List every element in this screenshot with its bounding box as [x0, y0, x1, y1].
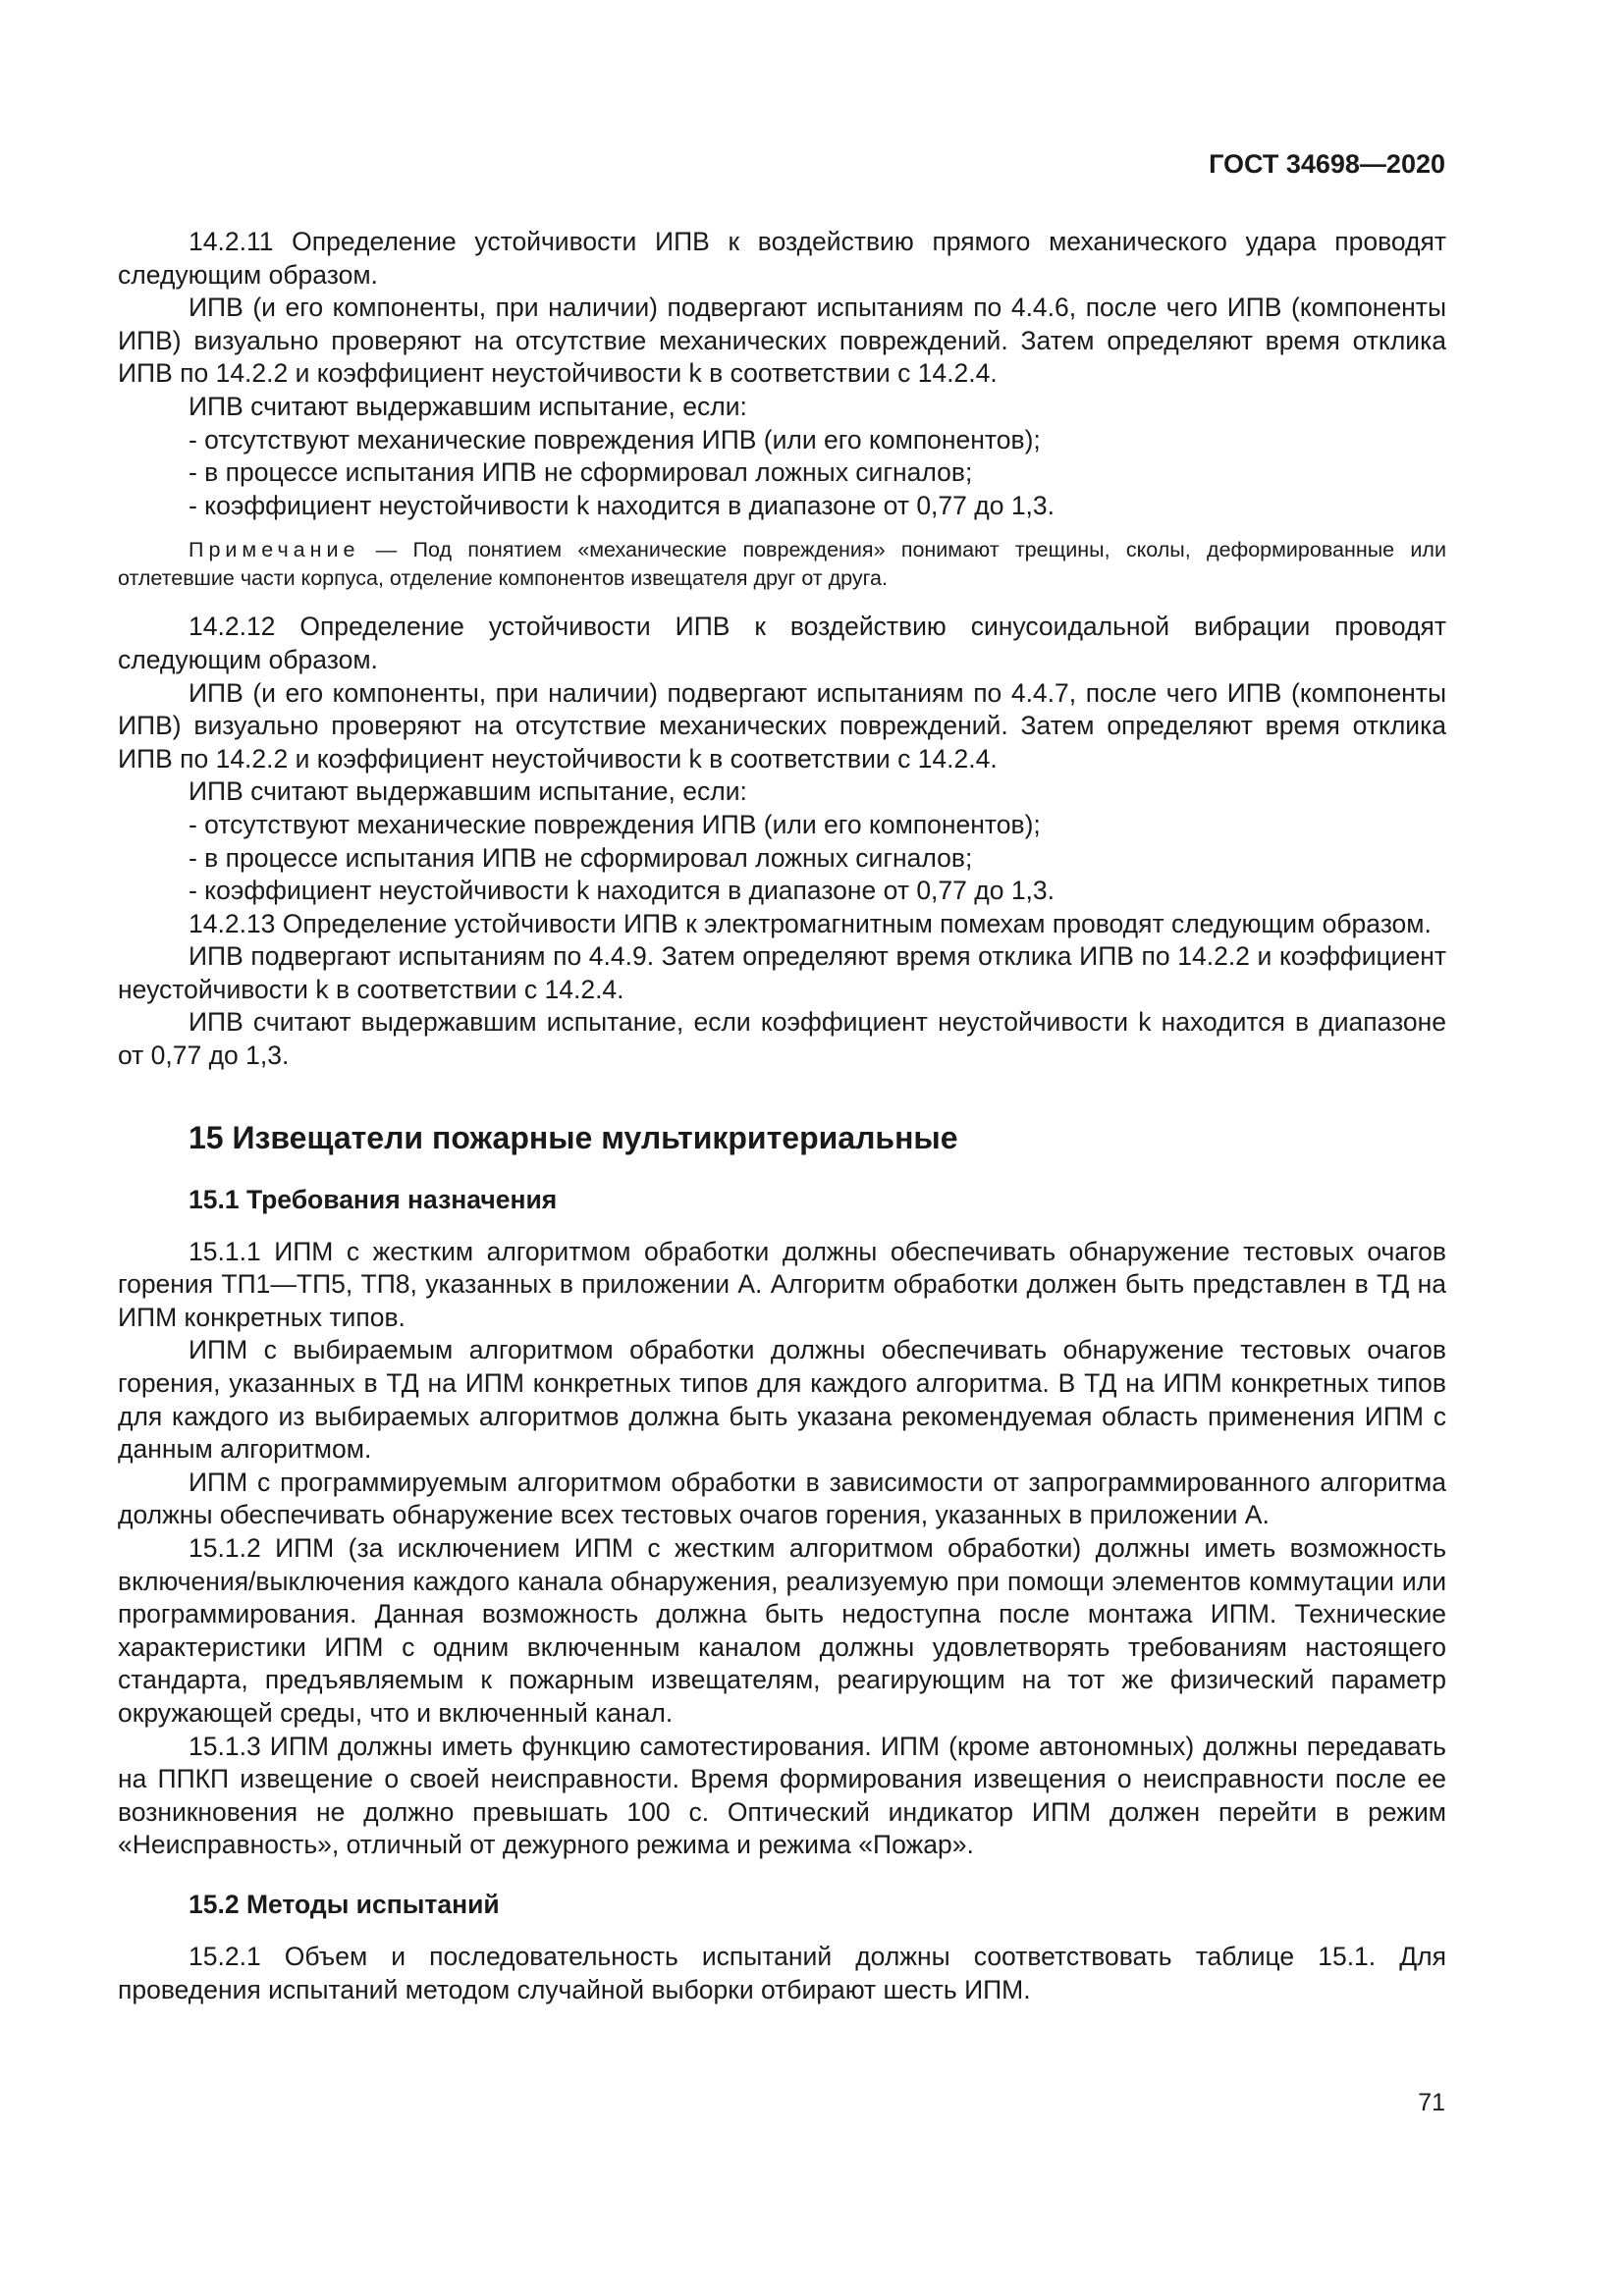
paragraph: ИПВ считают выдержавшим испытание, если:	[189, 391, 747, 421]
note	[118, 536, 1446, 593]
paragraph-14-2-11: 14.2.11 Определение устойчивости ИПВ к воздействию прямого механического удара проводят следующим образом.	[118, 227, 1446, 290]
list-item: - в процессе испытания ИПВ не сформировал ложных сигналов;	[189, 457, 973, 488]
paragraph: ИПВ (и его компоненты, при наличии) подвергают испытаниям по 4.4.7, после чего ИПВ (компоненты ИПВ) визуально проверяют на отсутствие механических повреждений. Затем определяют время отклика ИПВ по 14.2.2 и коэффициент неустойчивости k в соответствии с 14.2.4.	[118, 677, 1446, 774]
note-label: Примечание	[189, 538, 360, 562]
paragraph-14-2-13: 14.2.13 Определение устойчивости ИПВ к электромагнитным помехам проводят следующим образом.	[189, 908, 1432, 938]
list-item: - в процессе испытания ИПВ не сформировал ложных сигналов;	[189, 842, 973, 873]
note-text: — Под понятием «механические повреждения» понимают трещины, сколы, деформированные или отлетевшие части корпуса, отделение компонентов извещателя друг от друга.	[118, 538, 1446, 591]
paragraph: ИПВ подвергают испытаниям по 4.4.9. Затем определяют время отклика ИПВ по 14.2.2 и коэффициент неустойчивости k в соответствии с 14.2.4.	[118, 941, 1446, 1004]
paragraph: ИПВ (и его компоненты, при наличии) подвергают испытаниям по 4.4.6, после чего ИПВ (компоненты ИПВ) визуально проверяют на отсутствие механических повреждений. Затем определяют время отклика ИПВ по 14.2.2 и коэффициент неустойчивости k в соответствии с 14.2.4.	[118, 293, 1446, 389]
subsection-title: 15.1 Требования назначения	[189, 1184, 558, 1214]
list-item: - отсутствуют механические повреждения ИПВ (или его компонентов);	[189, 809, 1041, 839]
document-header: ГОСТ 34698—2020	[1209, 149, 1445, 179]
page-number: 71	[1418, 2089, 1445, 2116]
paragraph-15-2-1: 15.2.1 Объем и последовательность испытаний должны соответствовать таблице 15.1. Для проведения испытаний методом случайной выборки отбирают шесть ИПМ.	[118, 1941, 1446, 2004]
section-title: 15 Извещатели пожарные мультикритериальные	[189, 1119, 958, 1155]
page-body	[118, 226, 1446, 2006]
subsection-title: 15.2 Методы испытаний	[189, 1889, 500, 1919]
paragraph-15-1-3: 15.1.3 ИПМ должны иметь функцию самотестирования. ИПМ (кроме автономных) должны передавать на ППКП извещение о своей неисправности. Время формирования извещения о неисправности после ее возникновения не должно превышать 100 с. Оптический индикатор ИПМ должен перейти в режим «Неисправность», отличный от дежурного режима и режима «Пожар».	[118, 1731, 1446, 1860]
paragraph-15-1-2: 15.1.2 ИПМ (за исключением ИПМ с жестким алгоритмом обработки) должны иметь возможность включения/выключения каждого канала обнаружения, реализуемую при помощи элементов коммутации или программирования. Данная возможность должна быть недоступна после монтажа ИПМ. Технические характеристики ИПМ с одним включенным каналом должны удовлетворять требованиям настоящего стандарта, предъявляемым к пожарным извещателям, реагирующим на тот же физический параметр окружающей среды, что и включенный канал.	[118, 1533, 1446, 1728]
paragraph-14-2-12: 14.2.12 Определение устойчивости ИПВ к воздействию синусоидальной вибрации проводят следующим образом.	[118, 612, 1446, 674]
paragraph: ИПВ считают выдержавшим испытание, если:	[189, 776, 747, 807]
list-item: - коэффициент неустойчивости k находится в диапазоне от 0,77 до 1,3.	[189, 876, 1056, 906]
paragraph: ИПМ с выбираемым алгоритмом обработки должны обеспечивать обнаружение тестовых очагов горения, указанных в ТД на ИПМ конкретных типов для каждого алгоритма. В ТД на ИПМ конкретных типов для каждого из выбираемых алгоритмов должна быть указана рекомендуемая область применения ИПМ с данным алгоритмом.	[118, 1335, 1446, 1465]
paragraph-15-1-1: 15.1.1 ИПМ с жестким алгоритмом обработки должны обеспечивать обнаружение тестовых очагов горения ТП1—ТП5, ТП8, указанных в приложении А. Алгоритм обработки должен быть представлен в ТД на ИПМ конкретных типов.	[118, 1236, 1446, 1332]
paragraph: ИПМ с программируемым алгоритмом обработки в зависимости от запрограммированного алгоритма должны обеспечивать обнаружение всех тестовых очагов горения, указанных в приложении А.	[118, 1467, 1446, 1530]
list-item: - отсутствуют механические повреждения ИПВ (или его компонентов);	[189, 424, 1041, 454]
paragraph: ИПВ считают выдержавшим испытание, если коэффициент неустойчивости k находится в диапазоне от 0,77 до 1,3.	[118, 1007, 1446, 1071]
list-item: - коэффициент неустойчивости k находится в диапазоне от 0,77 до 1,3.	[189, 490, 1056, 520]
